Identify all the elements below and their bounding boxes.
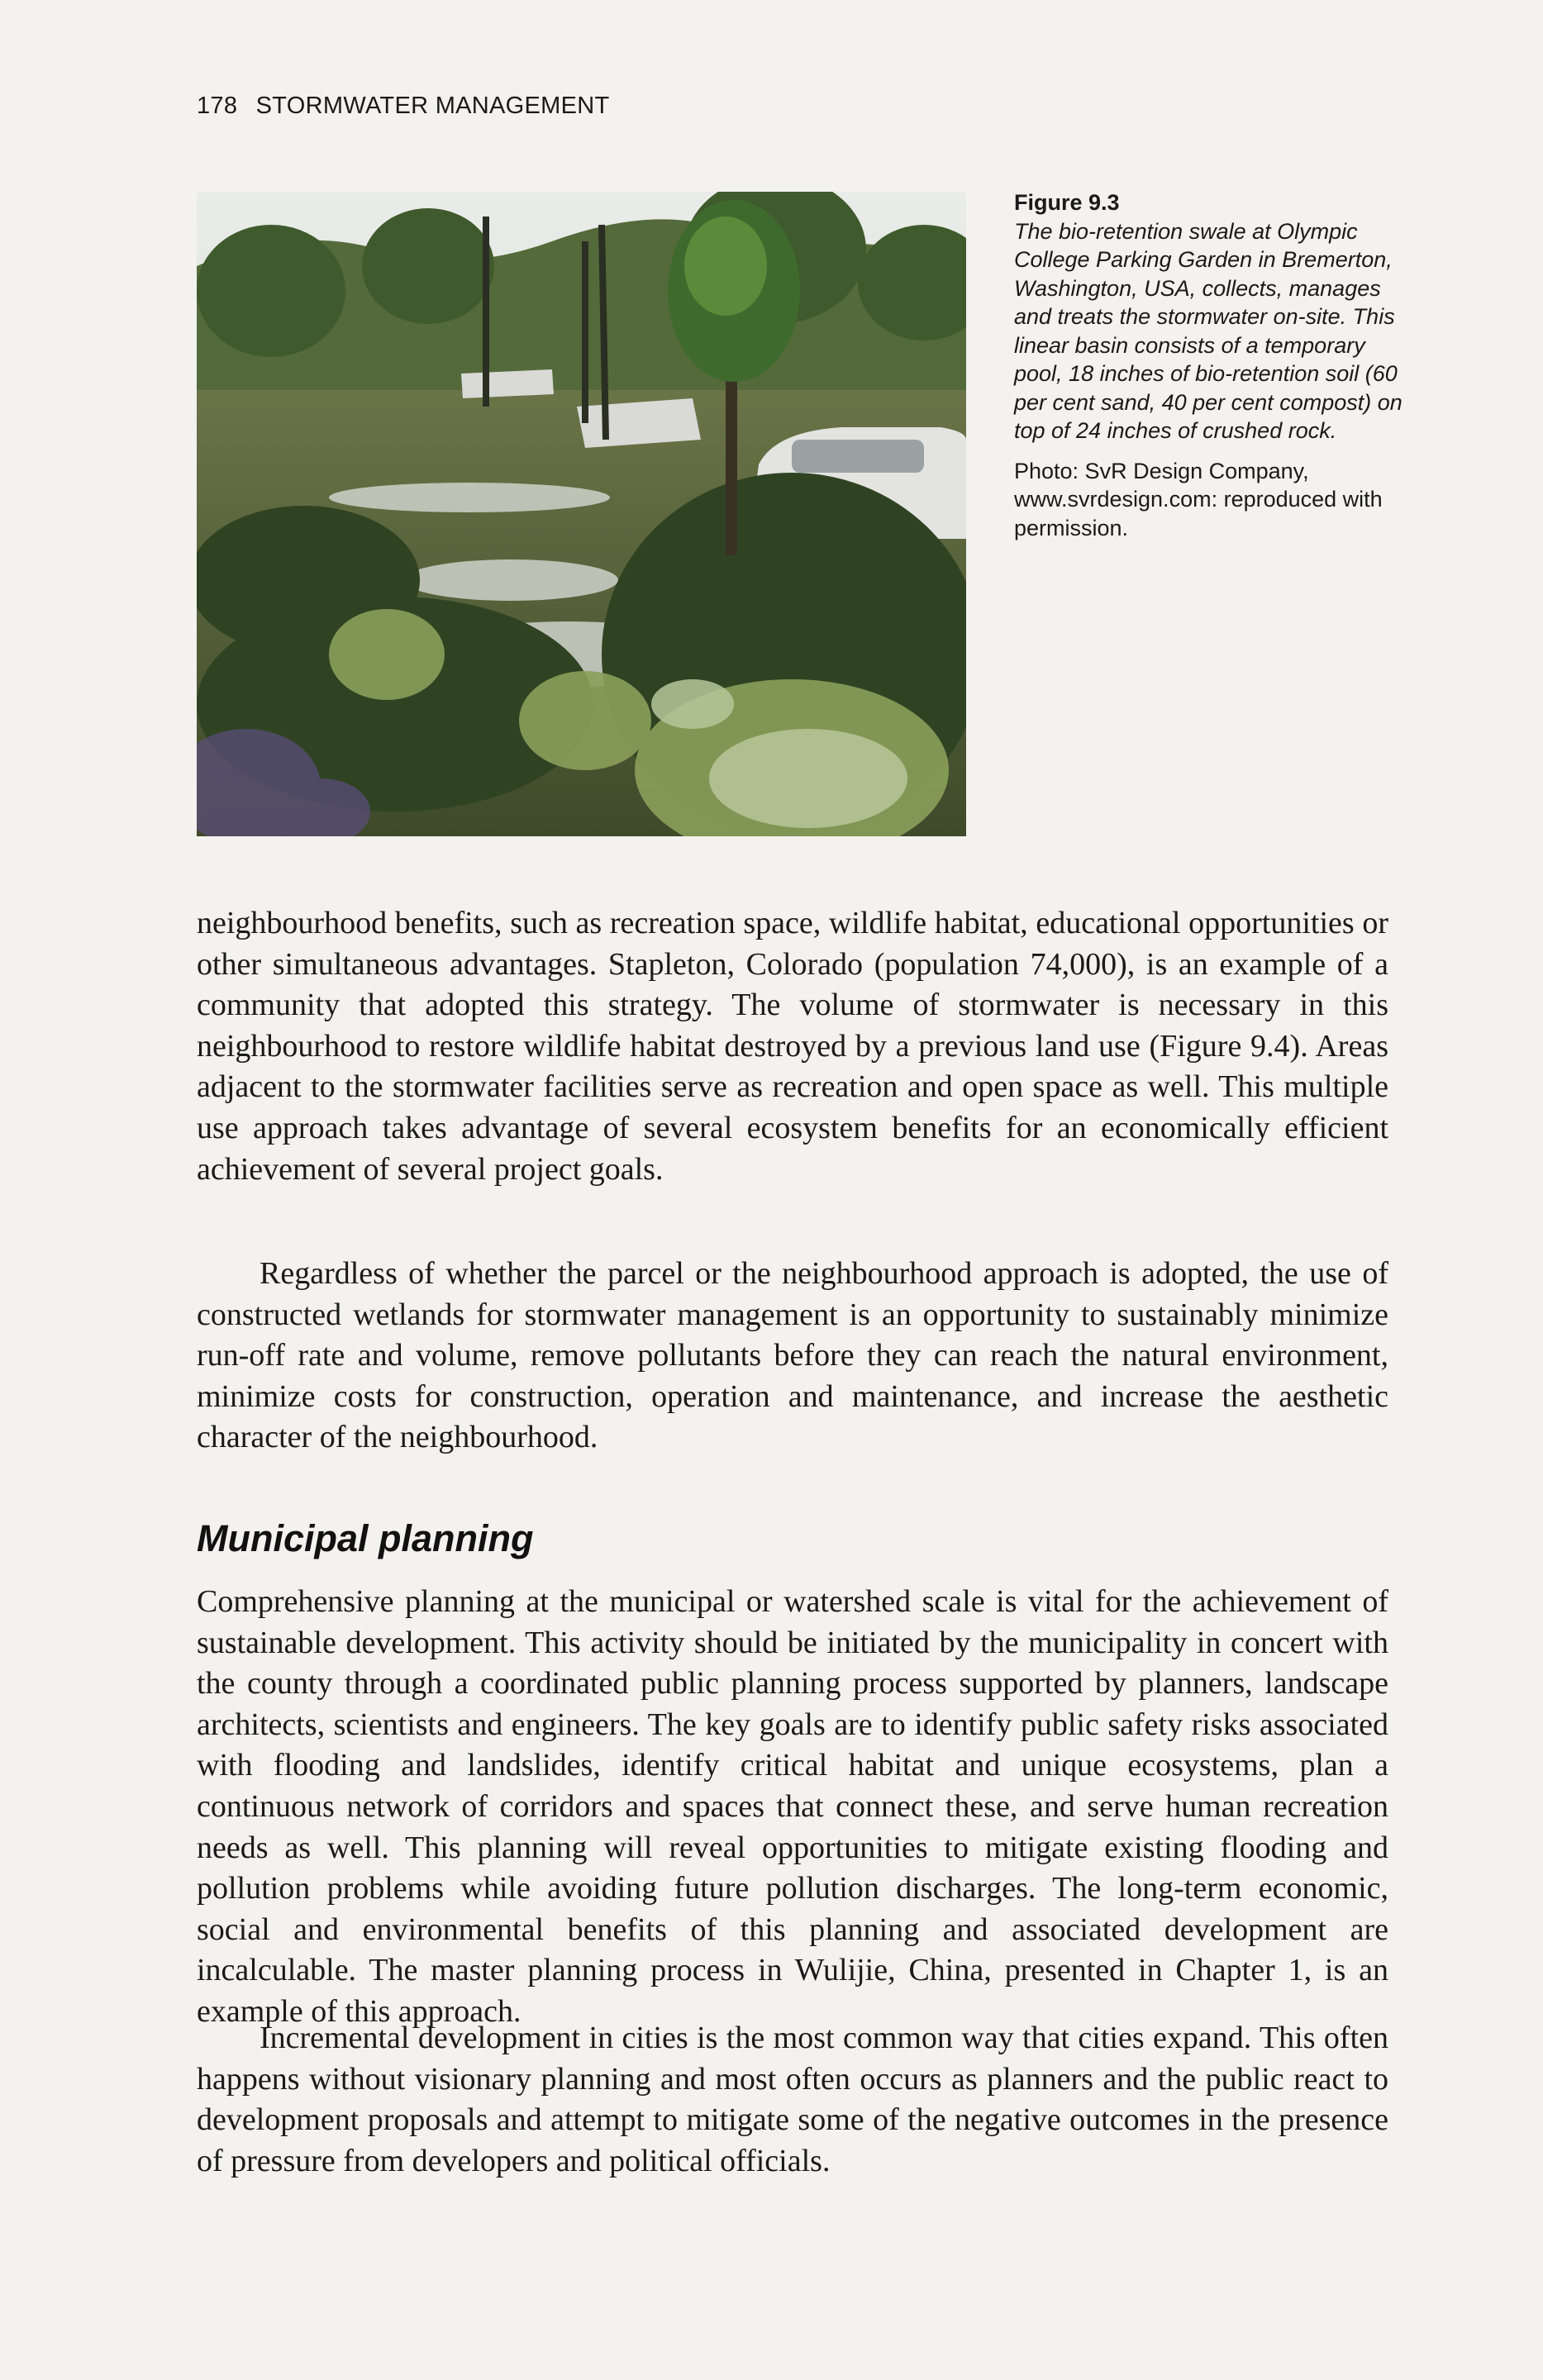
running-title: STORMWATER MANAGEMENT	[255, 93, 610, 119]
figure-photo	[197, 192, 966, 836]
section-heading: Municipal planning	[197, 1517, 534, 1559]
bioswale-photo-illustration	[197, 192, 966, 836]
running-head	[197, 93, 610, 120]
body-paragraph-3: Comprehensive planning at the municipal or watershed scale is vital for the achievement of sustainable development. This activity should be initiated by the municipality in concert with the county through a coordinated public planning process supported by planners, landscape architects, scientists and engineers. The key goals are to identify public safety risks associated with flooding and landslides, identify critical habitat and unique ecosystems, plan a continuous network of corridors and spaces that connect these, and serve human recreation needs as well. This planning will reveal opportunities to mitigate existing flooding and pollution problems while avoiding future pollution discharges. The long-term economic, social and environmental benefits of this planning and associated development are incalculable. The master planning process in Wulijie, China, presented in Chapter 1, is an example of this approach.	[197, 1584, 1388, 2029]
body-paragraph-2: Regardless of whether the parcel or the neighbourhood approach is adopted, the use of constructed wetlands for stormwater management is an opportunity to sustainably minimize run-off rate and volume, remove pollutants before they can reach the natural environment, minimize costs for construction, operation and maintenance, and increase the aesthetic character of the neighbourhood.	[197, 1256, 1388, 1455]
body-paragraph-4: Incremental development in cities is the most common way that cities expand. This often happens without visionary planning and most often occurs as planners and the public react to development proposals and attempt to mitigate some of the negative outcomes in the presence of pressure from developers and political officials.	[197, 2021, 1388, 2178]
body-paragraph-1: neighbourhood benefits, such as recreation space, wildlife habitat, educational opportunities or other simultaneous advantages. Stapleton, Colorado (population 74,000), is an example of a community that adopted this strategy. The volume of stormwater is necessary in this neighbourhood to restore wildlife habitat destroyed by a previous land use (Figure 9.4). Areas adjacent to the stormwater facilities serve as recreation and open space as well. This multiple use approach takes advantage of several ecosystem benefits for an economically efficient achievement of several project goals.	[197, 906, 1388, 1187]
figure-label: Figure 9.3	[1014, 190, 1120, 215]
figure-caption-text: The bio-retention swale at Olympic College Parking Garden in Bremerton, Washington, USA, collects, manages and treats the stormwater on-site. This linear basin consists of a temporary pool, 18 inches of bio-retention soil (60 per cent sand, 40 per cent compost) on top of 24 inches of crushed rock.	[1014, 218, 1403, 443]
photo-credit: Photo: SvR Design Company, www.svrdesign.com: reproduced with permission.	[1014, 458, 1383, 540]
figure-caption	[1014, 188, 1403, 542]
page-number: 178	[197, 93, 238, 119]
